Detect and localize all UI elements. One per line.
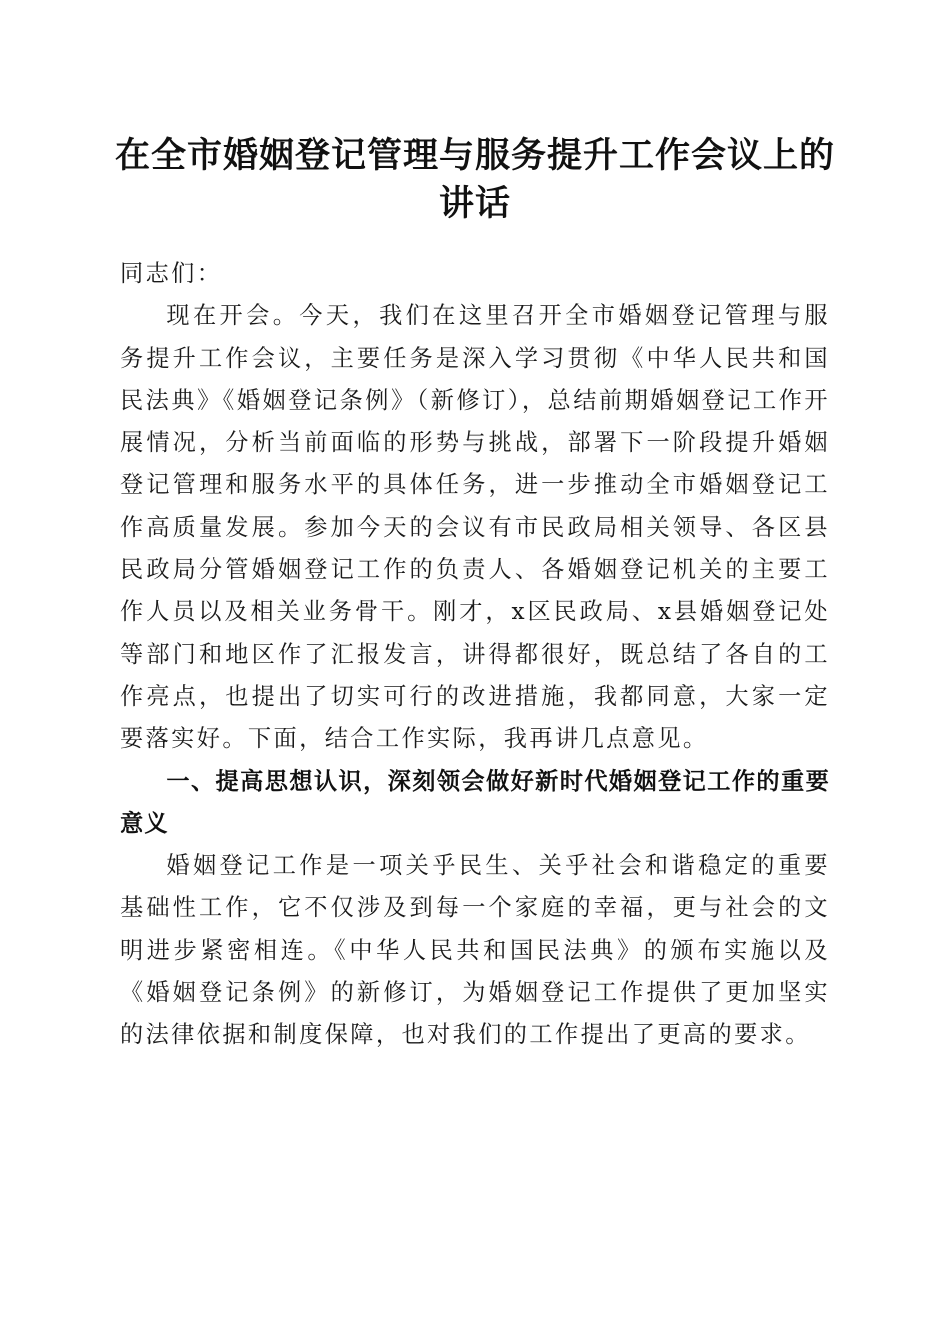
salutation: 同志们：	[120, 260, 223, 287]
section-heading-1: 一、提高思想认识，深刻领会做好新时代婚姻登记工作的重要意义	[120, 767, 830, 837]
opening-paragraph: 现在开会。今天，我们在这里召开全市婚姻登记管理与服务提升工作会议，主要任务是深入学习贯彻《中华人民共和国民法典》《婚姻登记条例》（新修订），总结前期婚姻登记工作开展情况，分析当前面临的形势与挑战，部署下一阶段提升婚姻登记管理和服务水平的具体任务，进一步推动全市婚姻登记工作高质量发展。参加今天的会议有市民政局相关领导、各区县民政局分管婚姻登记工作的负责人、各婚姻登记机关的主要工作人员以及相关业务骨干。刚才，x区民政局、x县婚姻登记处等部门和地区作了汇报发言，讲得都很好，既总结了各自的工作亮点，也提出了切实可行的改进措施，我都同意，大家一定要落实好。下面，结合工作实际，我再讲几点意见。	[120, 302, 830, 753]
section-1-paragraph: 婚姻登记工作是一项关乎民生、关乎社会和谐稳定的重要基础性工作，它不仅涉及到每一个家庭的幸福，更与社会的文明进步紧密相连。《中华人民共和国民法典》的颁布实施以及《婚姻登记条例》的新修订，为婚姻登记工作提供了更加坚实的法律依据和制度保障，也对我们的工作提出了更高的要求。	[120, 852, 830, 1049]
document-body	[120, 253, 830, 1057]
document-title: 在全市婚姻登记管理与服务提升工作会议上的讲话	[114, 135, 835, 224]
